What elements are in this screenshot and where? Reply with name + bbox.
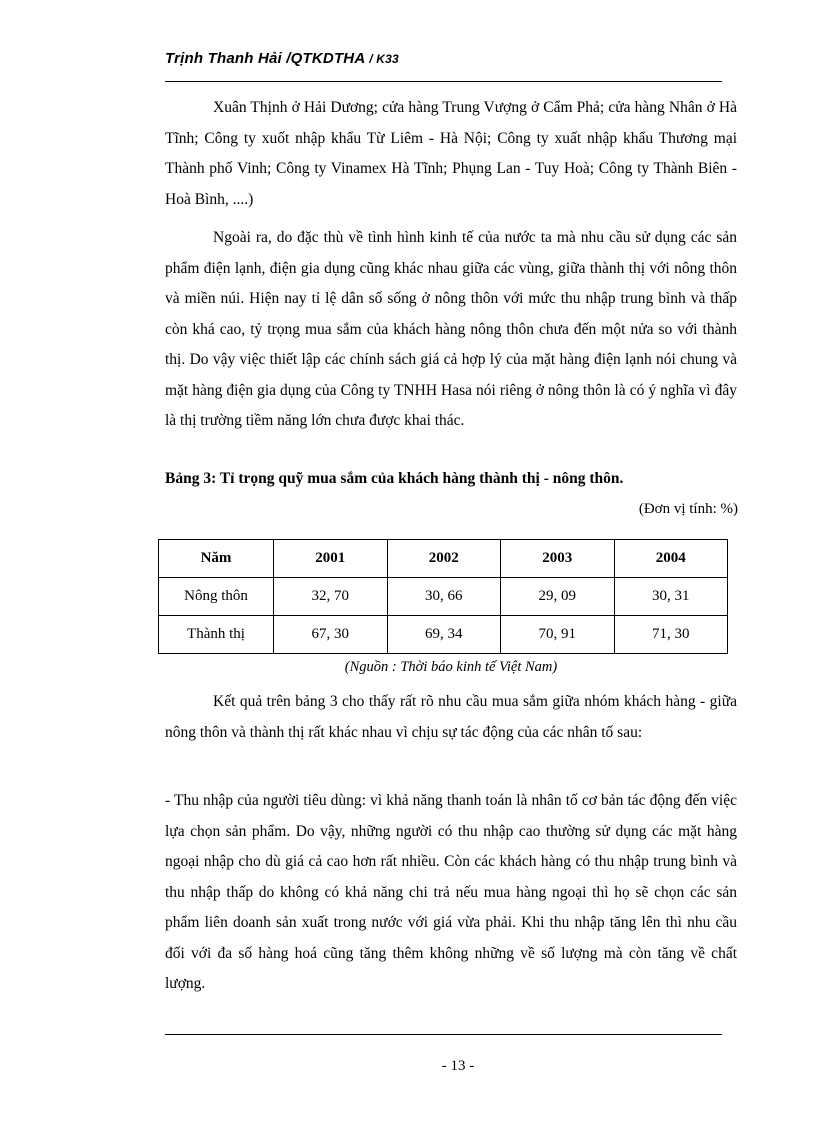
page-header — [165, 50, 399, 67]
paragraph-4: - Thu nhập của người tiêu dùng: vì khả năng thanh toán là nhân tố cơ bản tác động đến việc lựa chọn sản phẩm. Do vậy, những người có thu nhập cao thường sử dụng các mặt hàng ngoại nhập cho dù giá cả cao hơn rất nhiều. Còn các khách hàng có thu nhập trung bình và thu nhập thấp do không có khả năng chi trả nếu mua hàng ngoại thì họ sẽ chọn các sản phẩm liên doanh sản xuất trong nước với giá vừa phải. Khi thu nhập tăng lên thì nhu cầu đối với đa số hàng hoá cũng tăng thêm không những về số lượng mà còn tăng về chất lượng. — [165, 792, 737, 992]
paragraph-2: Ngoài ra, do đặc thù về tình hình kinh tế của nước ta mà nhu cầu sử dụng các sản phẩm điện lạnh, điện gia dụng cũng khác nhau giữa các vùng, giữa thành thị với nông thôn và miền núi. Hiện nay tỉ lệ dân số sống ở nông thôn với mức thu nhập trung bình và thấp còn khá cao, tỷ trọng mua sắm của khách hàng nông thôn chưa đến một nửa so với thành thị. Do vậy việc thiết lập các chính sách giá cả hợp lý của mặt hàng điện lạnh nói chung và mặt hàng điện gia dụng của Công ty TNHH Hasa nói riêng ở nông thôn là có ý nghĩa vì đây là thị trường tiềm năng lớn chưa được khai thác. — [165, 229, 737, 429]
table-header-row — [159, 540, 728, 578]
table-header-cell: Năm — [159, 540, 274, 578]
table-header-cell: 2003 — [501, 540, 615, 578]
header-cohort: / K33 — [369, 52, 399, 66]
table-row-label: Nông thôn — [159, 578, 274, 616]
table-cell: 70, 91 — [501, 616, 615, 654]
table-cell: 30, 66 — [387, 578, 501, 616]
header-class-code: /QTKDTHA — [286, 50, 365, 67]
table-header-cell: 2004 — [614, 540, 728, 578]
page-number: - 13 - — [441, 1058, 475, 1074]
data-table — [158, 539, 728, 654]
table-row-label: Thành thị — [159, 616, 274, 654]
footer-rule — [165, 1034, 722, 1035]
header-rule — [165, 81, 722, 82]
table-cell: 67, 30 — [274, 616, 388, 654]
paragraph-1: Xuân Thịnh ở Hải Dương; cửa hàng Trung Vượng ở Cẩm Phả; cửa hàng Nhân ở Hà Tĩnh; Công ty xuốt nhập khẩu Từ Liêm - Hà Nội; Công ty xuất nhập khẩu Thương mại Thành phố Vinh; Công ty Vinamex Hà Tĩnh; Phụng Lan - Tuy Hoà; Công ty Thành Biên - Hoà Bình, ....) — [165, 99, 737, 208]
table-cell: 32, 70 — [274, 578, 388, 616]
table-cell: 69, 34 — [387, 616, 501, 654]
table-row — [159, 616, 728, 654]
table-cell: 30, 31 — [614, 578, 728, 616]
table-cell: 29, 09 — [501, 578, 615, 616]
table-caption: Bảng 3: Tỉ trọng quỹ mua sắm của khách hàng thành thị - nông thôn. — [165, 470, 624, 487]
table-unit: (Đơn vị tính: %) — [638, 501, 738, 517]
table-header-cell: 2001 — [274, 540, 388, 578]
paragraph-3: Kết quả trên bảng 3 cho thấy rất rõ nhu cầu mua sắm giữa nhóm khách hàng - giữa nông thôn và thành thị rất khác nhau vì chịu sự tác động của các nhân tố sau: — [165, 693, 737, 741]
table-source: (Nguồn : Thời báo kinh tế Việt Nam) — [344, 659, 558, 675]
table-row — [159, 578, 728, 616]
table-header-cell: 2002 — [387, 540, 501, 578]
header-author: Trịnh Thanh Hải — [165, 50, 282, 67]
table-cell: 71, 30 — [614, 616, 728, 654]
